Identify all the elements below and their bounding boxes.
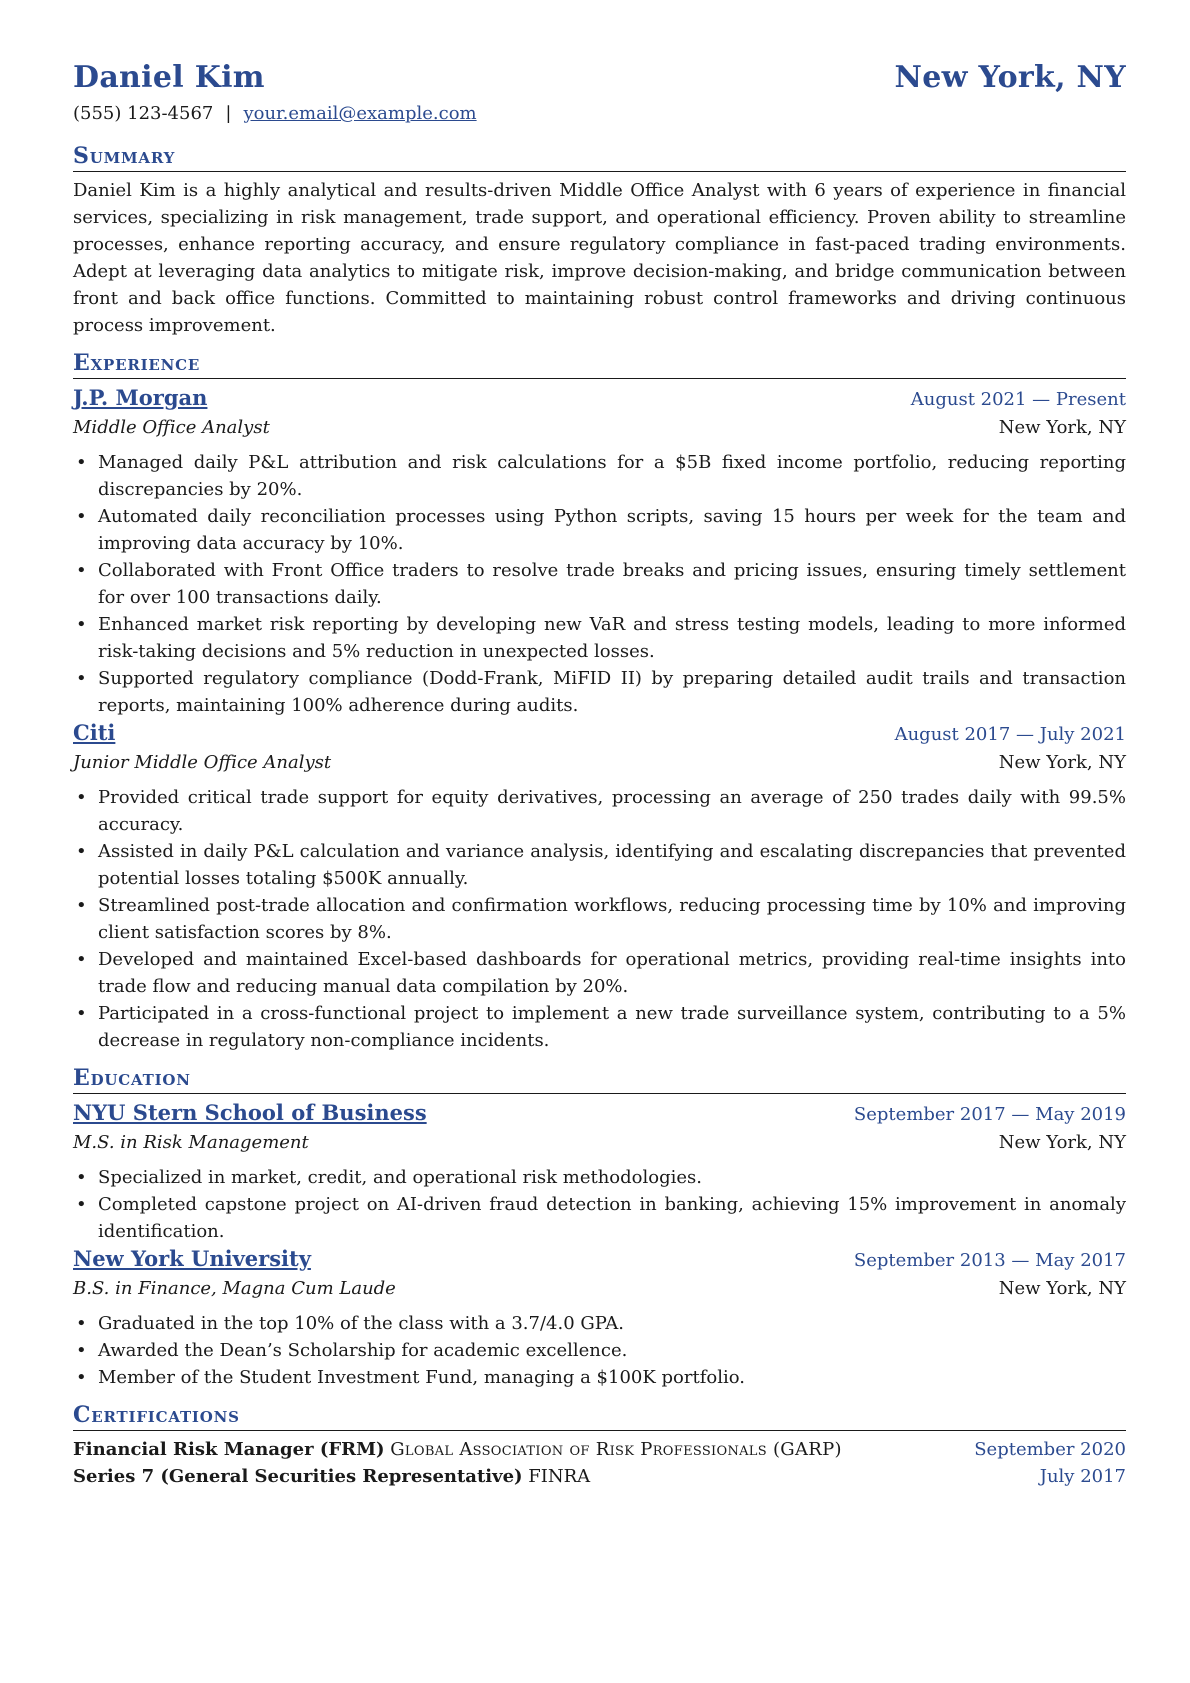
candidate-location: New York, NY bbox=[894, 60, 1126, 95]
job-location: New York, NY bbox=[998, 752, 1126, 773]
degree: M.S. in Risk Management bbox=[73, 1132, 309, 1153]
degree: B.S. in Finance, Magna Cum Laude bbox=[73, 1278, 396, 1299]
bullet-list bbox=[73, 449, 1126, 719]
education-entry bbox=[73, 1245, 1126, 1391]
section-title-education: Education bbox=[73, 1064, 1126, 1094]
list-item: • Enhanced market risk reporting by developing new VaR and stress testing models, leading to more informed risk-taking decisions and 5% reduction in unexpected losses. bbox=[98, 611, 1126, 665]
section-title-experience: Experience bbox=[73, 349, 1126, 379]
list-item: • Collaborated with Front Office traders to resolve trade breaks and pricing issues, ensuring timely settlement for over 100 transactions daily. bbox=[98, 557, 1126, 611]
school-link[interactable]: NYU Stern School of Business bbox=[73, 1100, 427, 1125]
list-item: • Automated daily reconciliation processes using Python scripts, saving 15 hours per week for the team and improving data accuracy by 10%. bbox=[98, 503, 1126, 557]
employment-dates: August 2017 — July 2021 bbox=[894, 724, 1126, 745]
list-item: • Managed daily P&L attribution and risk calculations for a $5B fixed income portfolio, reducing reporting discrepancies by 20%. bbox=[98, 449, 1126, 503]
list-item: • Completed capstone project on AI-driven fraud detection in banking, achieving 15% improvement in anomaly identification. bbox=[98, 1191, 1126, 1245]
candidate-name: Daniel Kim bbox=[73, 60, 265, 95]
list-item: • Specialized in market, credit, and operational risk methodologies. bbox=[98, 1164, 1126, 1191]
list-item: • Provided critical trade support for equity derivatives, processing an average of 250 trades daily with 99.5% accuracy. bbox=[98, 784, 1126, 838]
certification-date: July 2017 bbox=[1039, 1466, 1126, 1487]
certification-item bbox=[73, 1463, 1126, 1490]
bullet-list bbox=[73, 1310, 1126, 1391]
bullet-list bbox=[73, 784, 1126, 1054]
school-location: New York, NY bbox=[998, 1278, 1126, 1299]
job-title: Middle Office Analyst bbox=[73, 417, 270, 438]
experience-entry bbox=[73, 384, 1126, 719]
resume-page bbox=[73, 60, 1126, 1490]
certification-issuer: Global Association of Risk Professionals (GARP) bbox=[390, 1439, 842, 1460]
education-entry bbox=[73, 1099, 1126, 1245]
school-location: New York, NY bbox=[998, 1132, 1126, 1153]
list-item: • Assisted in daily P&L calculation and variance analysis, identifying and escalating discrepancies that prevented potential losses totaling $500K annually. bbox=[98, 838, 1126, 892]
list-item: • Participated in a cross-functional project to implement a new trade surveillance system, contributing to a 5% decrease in regulatory non-compliance incidents. bbox=[98, 1000, 1126, 1054]
list-item: • Streamlined post-trade allocation and confirmation workflows, reducing processing time by 10% and improving client satisfaction scores by 8%. bbox=[98, 892, 1126, 946]
employer-link[interactable]: J.P. Morgan bbox=[73, 385, 208, 410]
study-dates: September 2017 — May 2019 bbox=[853, 1104, 1126, 1125]
certification-issuer: FINRA bbox=[528, 1466, 591, 1487]
school-link[interactable]: New York University bbox=[73, 1246, 311, 1271]
section-title-certifications: Certifications bbox=[73, 1401, 1126, 1431]
list-item: • Awarded the Dean’s Scholarship for academic excellence. bbox=[98, 1337, 1126, 1364]
certification-item bbox=[73, 1436, 1126, 1463]
study-dates: September 2013 — May 2017 bbox=[853, 1250, 1126, 1271]
list-item: • Supported regulatory compliance (Dodd-Frank, MiFID II) by preparing detailed audit trails and transaction reports, maintaining 100% adherence during audits. bbox=[98, 665, 1126, 719]
employment-dates: August 2021 — Present bbox=[910, 389, 1126, 410]
certification-name: Series 7 (General Securities Representative) bbox=[73, 1466, 523, 1487]
experience-entry bbox=[73, 719, 1126, 1054]
contact-line bbox=[73, 103, 1126, 124]
certification-date: September 2020 bbox=[974, 1439, 1126, 1460]
summary-text: Daniel Kim is a highly analytical and results-driven Middle Office Analyst with 6 years of experience in financial services, specializing in risk management, trade support, and operational efficiency. Proven ability to streamline processes, enhance reporting accuracy, and ensure regulatory compliance in fast-paced trading environments. Adept at leveraging data analytics to mitigate risk, improve decision-making, and bridge communication between front and back office functions. Committed to maintaining robust control frameworks and driving continuous process improvement. bbox=[73, 180, 1126, 336]
certification-name: Financial Risk Manager (FRM) bbox=[73, 1439, 385, 1460]
contact-separator: | bbox=[225, 103, 232, 124]
list-item: • Developed and maintained Excel-based dashboards for operational metrics, providing real-time insights into trade flow and reducing manual data compilation by 20%. bbox=[98, 946, 1126, 1000]
list-item: • Member of the Student Investment Fund, managing a $100K portfolio. bbox=[98, 1364, 1126, 1391]
phone-number: (555) 123-4567 bbox=[73, 103, 214, 124]
bullet-list bbox=[73, 1164, 1126, 1245]
email-link[interactable]: your.email@example.com bbox=[243, 103, 477, 124]
section-title-summary: Summary bbox=[73, 142, 1126, 172]
header bbox=[73, 60, 1126, 95]
employer-link[interactable]: Citi bbox=[73, 720, 116, 745]
list-item: • Graduated in the top 10% of the class with a 3.7/4.0 GPA. bbox=[98, 1310, 1126, 1337]
job-title: Junior Middle Office Analyst bbox=[73, 752, 332, 773]
job-location: New York, NY bbox=[998, 417, 1126, 438]
